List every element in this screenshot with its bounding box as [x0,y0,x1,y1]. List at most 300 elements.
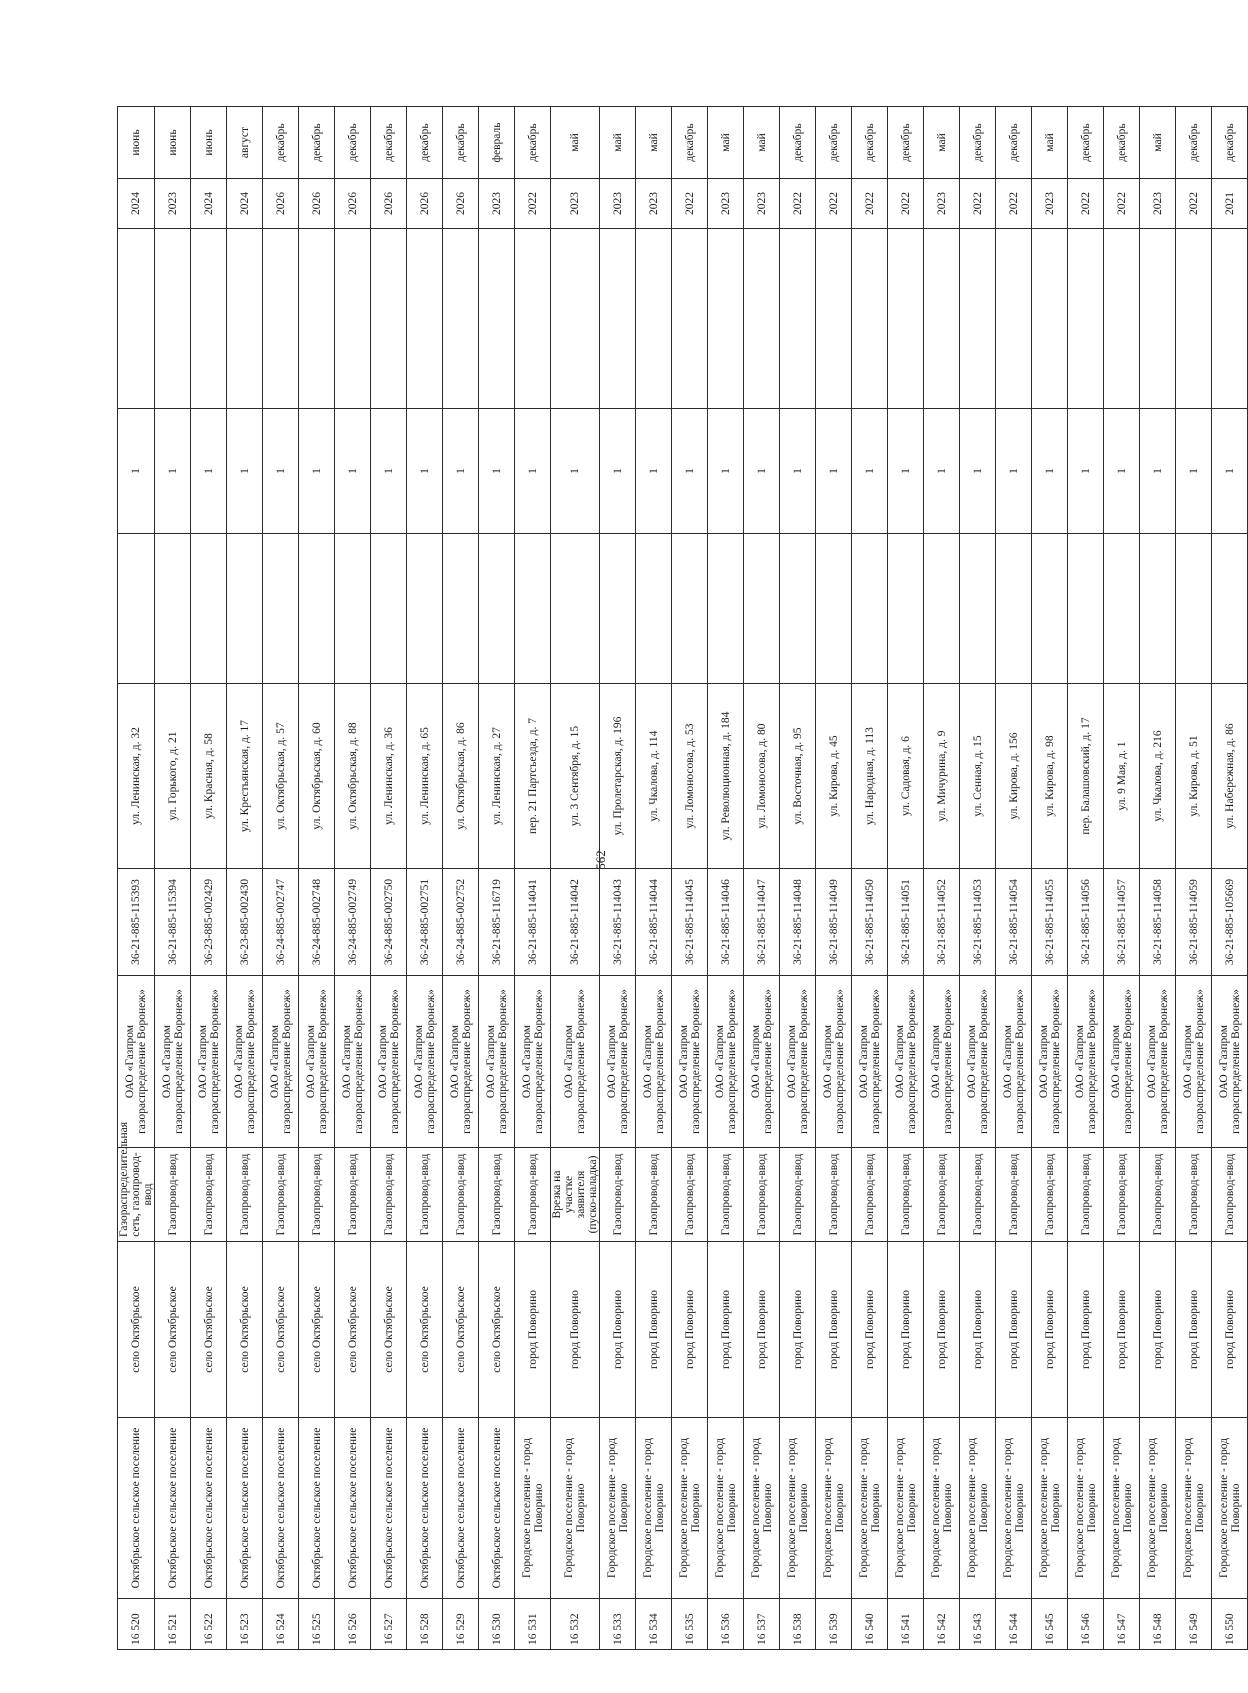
table-row [600,107,636,1650]
address-cell: ул. Восточная, д. 95 [780,684,816,869]
year-cell: 2022 [515,179,551,229]
locality-cell: город Поворино [1032,1242,1068,1418]
object-type-cell: Газопровод-ввод [996,1148,1032,1242]
object-type-cell: Газопровод-ввод [636,1148,672,1242]
table-row [672,107,708,1650]
quantity-cell: 1 [924,409,960,534]
quantity-cell: 1 [118,409,155,534]
month-cell: май [744,107,780,179]
empty-cell [852,534,888,684]
owner-cell: ОАО «Газпром газораспределение Воронеж» [816,976,852,1148]
locality-cell: город Поворино [1140,1242,1176,1418]
empty-cell [155,534,191,684]
empty-cell [227,229,263,409]
object-type-cell: Газопровод-ввод [263,1148,299,1242]
address-cell: ул. Ленинская, д. 32 [118,684,155,869]
year-cell: 2022 [888,179,924,229]
month-cell: декабрь [888,107,924,179]
object-type-cell: Газопровод-ввод [515,1148,551,1242]
owner-cell: ОАО «Газпром газораспределение Воронеж» [191,976,227,1148]
month-cell: декабрь [672,107,708,179]
table-row [1212,107,1248,1650]
locality-cell: село Октябрьское [371,1242,407,1418]
row-number-cell: 16 550 [1212,1599,1248,1650]
locality-cell: город Поворино [1176,1242,1212,1418]
year-cell: 2022 [1176,179,1212,229]
locality-cell: село Октябрьское [118,1242,155,1418]
year-cell: 2026 [335,179,371,229]
locality-cell: город Поворино [816,1242,852,1418]
object-code-cell: 36-21-885-114041 [515,869,551,976]
object-code-cell: 36-21-885-114052 [924,869,960,976]
table-row [263,107,299,1650]
municipality-cell: Городское поселение - город Поворино [852,1418,888,1599]
object-code-cell: 36-21-885-114059 [1176,869,1212,976]
empty-cell [960,229,996,409]
owner-cell: ОАО «Газпром газораспределение Воронеж» [227,976,263,1148]
empty-cell [118,229,155,409]
row-number-cell: 16 542 [924,1599,960,1650]
year-cell: 2026 [371,179,407,229]
object-code-cell: 36-21-885-114057 [1104,869,1140,976]
municipality-cell: Городское поселение - город Поворино [636,1418,672,1599]
owner-cell: ОАО «Газпром газораспределение Воронеж» [888,976,924,1148]
empty-cell [335,229,371,409]
empty-cell [443,534,479,684]
quantity-cell: 1 [1140,409,1176,534]
object-type-cell: Газопровод-ввод [600,1148,636,1242]
empty-cell [708,229,744,409]
locality-cell: город Поворино [1212,1242,1248,1418]
row-number-cell: 16 548 [1140,1599,1176,1650]
owner-cell: ОАО «Газпром газораспределение Воронеж» [1032,976,1068,1148]
row-number-cell: 16 527 [371,1599,407,1650]
quantity-cell: 1 [708,409,744,534]
month-cell: декабрь [1104,107,1140,179]
municipality-cell: Октябрьское сельское поселение [191,1418,227,1599]
row-number-cell: 16 530 [479,1599,515,1650]
address-cell: ул. Революционная, д. 184 [708,684,744,869]
address-cell: ул. Ленинская, д. 36 [371,684,407,869]
year-cell: 2026 [299,179,335,229]
table-row [515,107,551,1650]
object-code-cell: 36-24-885-002750 [371,869,407,976]
empty-cell [407,229,443,409]
locality-cell: город Поворино [708,1242,744,1418]
year-cell: 2022 [1068,179,1104,229]
object-code-cell: 36-21-885-114046 [708,869,744,976]
row-number-cell: 16 534 [636,1599,672,1650]
empty-cell [996,229,1032,409]
row-number-cell: 16 520 [118,1599,155,1650]
empty-cell [515,229,551,409]
quantity-cell: 1 [888,409,924,534]
object-code-cell: 36-21-885-114055 [1032,869,1068,976]
empty-cell [960,534,996,684]
empty-cell [744,229,780,409]
year-cell: 2022 [852,179,888,229]
owner-cell: ОАО «Газпром газораспределение Воронеж» [1212,976,1248,1148]
locality-cell: город Поворино [515,1242,551,1418]
locality-cell: село Октябрьское [263,1242,299,1418]
owner-cell: ОАО «Газпром газораспределение Воронеж» [551,976,600,1148]
month-cell: август [227,107,263,179]
object-type-cell: Газопровод-ввод [1068,1148,1104,1242]
empty-cell [1176,534,1212,684]
object-type-cell: Газопровод-ввод [780,1148,816,1242]
owner-cell: ОАО «Газпром газораспределение Воронеж» [672,976,708,1148]
row-number-cell: 16 545 [1032,1599,1068,1650]
municipality-cell: Октябрьское сельское поселение [335,1418,371,1599]
municipality-cell: Городское поселение - город Поворино [780,1418,816,1599]
object-type-cell: Газопровод-ввод [1212,1148,1248,1242]
table-row [407,107,443,1650]
year-cell: 2022 [996,179,1032,229]
year-cell: 2023 [1140,179,1176,229]
address-cell: ул. Ленинская, д. 27 [479,684,515,869]
address-cell: ул. Кирова, д. 45 [816,684,852,869]
row-number-cell: 16 529 [443,1599,479,1650]
object-type-cell: Врезка на участке заявителя (пуско-наладка) [551,1148,600,1242]
municipality-cell: Городское поселение - город Поворино [672,1418,708,1599]
municipality-cell: Городское поселение - город Поворино [996,1418,1032,1599]
month-cell: декабрь [407,107,443,179]
row-number-cell: 16 521 [155,1599,191,1650]
year-cell: 2023 [479,179,515,229]
municipality-cell: Городское поселение - город Поворино [708,1418,744,1599]
address-cell: ул. Октябрьская, д. 86 [443,684,479,869]
year-cell: 2024 [118,179,155,229]
address-cell: ул. Кирова, д. 156 [996,684,1032,869]
month-cell: май [924,107,960,179]
empty-cell [924,229,960,409]
table-row [636,107,672,1650]
empty-cell [816,534,852,684]
table-row [996,107,1032,1650]
row-number-cell: 16 549 [1176,1599,1212,1650]
empty-cell [407,534,443,684]
empty-cell [299,229,335,409]
object-code-cell: 36-21-885-114044 [636,869,672,976]
quantity-cell: 1 [636,409,672,534]
address-cell: ул. Садовая, д. 6 [888,684,924,869]
quantity-cell: 1 [744,409,780,534]
municipality-cell: Городское поселение - город Поворино [816,1418,852,1599]
row-number-cell: 16 540 [852,1599,888,1650]
year-cell: 2022 [816,179,852,229]
month-cell: май [551,107,600,179]
row-number-cell: 16 533 [600,1599,636,1650]
empty-cell [118,534,155,684]
address-cell: ул. Октябрьская, д. 57 [263,684,299,869]
empty-cell [816,229,852,409]
owner-cell: ОАО «Газпром газораспределение Воронеж» [780,976,816,1148]
month-cell: июнь [191,107,227,179]
address-cell: ул. Мичурина, д. 9 [924,684,960,869]
empty-cell [1104,229,1140,409]
table-row [1068,107,1104,1650]
quantity-cell: 1 [1212,409,1248,534]
row-number-cell: 16 531 [515,1599,551,1650]
owner-cell: ОАО «Газпром газораспределение Воронеж» [443,976,479,1148]
table-row [960,107,996,1650]
table-row [744,107,780,1650]
object-code-cell: 36-21-885-105669 [1212,869,1248,976]
year-cell: 2023 [600,179,636,229]
table-row [335,107,371,1650]
empty-cell [227,534,263,684]
municipality-cell: Октябрьское сельское поселение [443,1418,479,1599]
quantity-cell: 1 [551,409,600,534]
quantity-cell: 1 [227,409,263,534]
municipality-cell: Городское поселение - город Поворино [551,1418,600,1599]
quantity-cell: 1 [852,409,888,534]
object-code-cell: 36-21-885-116719 [479,869,515,976]
address-cell: ул. Сенная, д. 15 [960,684,996,869]
row-number-cell: 16 524 [263,1599,299,1650]
quantity-cell: 1 [479,409,515,534]
municipality-cell: Октябрьское сельское поселение [479,1418,515,1599]
locality-cell: село Октябрьское [443,1242,479,1418]
address-cell: ул. Ломоносова, д. 80 [744,684,780,869]
object-code-cell: 36-24-885-002751 [407,869,443,976]
owner-cell: ОАО «Газпром газораспределение Воронеж» [744,976,780,1148]
locality-cell: город Поворино [852,1242,888,1418]
owner-cell: ОАО «Газпром газораспределение Воронеж» [1068,976,1104,1148]
locality-cell: город Поворино [1104,1242,1140,1418]
quantity-cell: 1 [515,409,551,534]
object-code-cell: 36-21-885-115393 [118,869,155,976]
table-row [1032,107,1068,1650]
object-type-cell: Газопровод-ввод [672,1148,708,1242]
row-number-cell: 16 523 [227,1599,263,1650]
empty-cell [888,534,924,684]
empty-cell [479,534,515,684]
address-cell: ул. Набережная, д. 86 [1212,684,1248,869]
municipality-cell: Октябрьское сельское поселение [118,1418,155,1599]
object-code-cell: 36-21-885-114056 [1068,869,1104,976]
quantity-cell: 1 [1176,409,1212,534]
locality-cell: город Поворино [780,1242,816,1418]
object-code-cell: 36-21-885-114047 [744,869,780,976]
locality-cell: город Поворино [1068,1242,1104,1418]
empty-cell [371,534,407,684]
object-code-cell: 36-21-885-114050 [852,869,888,976]
municipality-cell: Городское поселение - город Поворино [924,1418,960,1599]
owner-cell: ОАО «Газпром газораспределение Воронеж» [636,976,672,1148]
quantity-cell: 1 [1104,409,1140,534]
quantity-cell: 1 [407,409,443,534]
owner-cell: ОАО «Газпром газораспределение Воронеж» [479,976,515,1148]
locality-cell: село Октябрьское [155,1242,191,1418]
locality-cell: город Поворино [636,1242,672,1418]
empty-cell [443,229,479,409]
month-cell: май [1140,107,1176,179]
row-number-cell: 16 532 [551,1599,600,1650]
table-row [371,107,407,1650]
quantity-cell: 1 [263,409,299,534]
month-cell: декабрь [1176,107,1212,179]
empty-cell [672,229,708,409]
object-code-cell: 36-21-885-114043 [600,869,636,976]
owner-cell: ОАО «Газпром газораспределение Воронеж» [960,976,996,1148]
month-cell: декабрь [816,107,852,179]
empty-cell [600,229,636,409]
municipality-cell: Городское поселение - город Поворино [1104,1418,1140,1599]
object-code-cell: 36-21-885-114051 [888,869,924,976]
month-cell: июнь [118,107,155,179]
month-cell: декабрь [1068,107,1104,179]
owner-cell: ОАО «Газпром газораспределение Воронеж» [407,976,443,1148]
table-body [118,107,1248,1650]
address-cell: пер. Балашовский, д. 17 [1068,684,1104,869]
municipality-cell: Городское поселение - город Поворино [1140,1418,1176,1599]
empty-cell [1212,534,1248,684]
empty-cell [672,534,708,684]
quantity-cell: 1 [155,409,191,534]
quantity-cell: 1 [816,409,852,534]
table-row [1104,107,1140,1650]
row-number-cell: 16 535 [672,1599,708,1650]
empty-cell [551,229,600,409]
year-cell: 2023 [636,179,672,229]
object-code-cell: 36-21-885-114045 [672,869,708,976]
row-number-cell: 16 525 [299,1599,335,1650]
object-code-cell: 36-21-885-115394 [155,869,191,976]
row-number-cell: 16 541 [888,1599,924,1650]
address-cell: ул. Горького, д. 21 [155,684,191,869]
table-row [155,107,191,1650]
table-row [227,107,263,1650]
address-cell: ул. Кирова, д. 51 [1176,684,1212,869]
month-cell: май [708,107,744,179]
address-cell: ул. Чкалова, д. 216 [1140,684,1176,869]
row-number-cell: 16 539 [816,1599,852,1650]
owner-cell: ОАО «Газпром газораспределение Воронеж» [600,976,636,1148]
quantity-cell: 1 [960,409,996,534]
object-type-cell: Газопровод-ввод [744,1148,780,1242]
owner-cell: ОАО «Газпром газораспределение Воронеж» [708,976,744,1148]
municipality-cell: Городское поселение - город Поворино [1068,1418,1104,1599]
owner-cell: ОАО «Газпром газораспределение Воронеж» [1176,976,1212,1148]
year-cell: 2023 [155,179,191,229]
address-cell: ул. Кирова, д. 98 [1032,684,1068,869]
empty-cell [996,534,1032,684]
locality-cell: город Поворино [744,1242,780,1418]
object-code-cell: 36-21-885-114054 [996,869,1032,976]
month-cell: февраль [479,107,515,179]
address-cell: пер. 21 Партсъезда, д. 7 [515,684,551,869]
object-code-cell: 36-23-885-002430 [227,869,263,976]
year-cell: 2026 [263,179,299,229]
row-number-cell: 16 547 [1104,1599,1140,1650]
row-number-cell: 16 543 [960,1599,996,1650]
object-type-cell: Газопровод-ввод [888,1148,924,1242]
address-cell: ул. Октябрьская, д. 88 [335,684,371,869]
object-type-cell: Газопровод-ввод [924,1148,960,1242]
locality-cell: село Октябрьское [335,1242,371,1418]
address-cell: ул. Чкалова, д. 114 [636,684,672,869]
row-number-cell: 16 537 [744,1599,780,1650]
empty-cell [1140,534,1176,684]
address-cell: ул. 9 Мая, д. 1 [1104,684,1140,869]
year-cell: 2023 [708,179,744,229]
municipality-cell: Октябрьское сельское поселение [155,1418,191,1599]
empty-cell [515,534,551,684]
owner-cell: ОАО «Газпром газораспределение Воронеж» [118,976,155,1148]
month-cell: декабрь [996,107,1032,179]
quantity-cell: 1 [600,409,636,534]
empty-cell [636,229,672,409]
object-type-cell: Газопровод-ввод [155,1148,191,1242]
rotated-page [117,107,1242,1650]
year-cell: 2023 [924,179,960,229]
page-number: 562 [593,850,608,870]
year-cell: 2023 [551,179,600,229]
table-row [1176,107,1212,1650]
table-row [118,107,155,1650]
table-row [708,107,744,1650]
table-row [299,107,335,1650]
table-row [852,107,888,1650]
table-row [780,107,816,1650]
object-code-cell: 36-21-885-114049 [816,869,852,976]
year-cell: 2024 [227,179,263,229]
month-cell: декабрь [960,107,996,179]
owner-cell: ОАО «Газпром газораспределение Воронеж» [515,976,551,1148]
object-type-cell: Газопровод-ввод [1176,1148,1212,1242]
municipality-cell: Городское поселение - город Поворино [888,1418,924,1599]
year-cell: 2022 [672,179,708,229]
object-type-cell: Газопровод-ввод [299,1148,335,1242]
empty-cell [1032,229,1068,409]
year-cell: 2023 [1032,179,1068,229]
locality-cell: село Октябрьское [299,1242,335,1418]
address-cell: ул. Красная, д. 58 [191,684,227,869]
table-row [191,107,227,1650]
object-code-cell: 36-24-885-002748 [299,869,335,976]
empty-cell [299,534,335,684]
row-number-cell: 16 526 [335,1599,371,1650]
month-cell: декабрь [263,107,299,179]
empty-cell [744,534,780,684]
object-code-cell: 36-21-885-114053 [960,869,996,976]
locality-cell: город Поворино [960,1242,996,1418]
quantity-cell: 1 [780,409,816,534]
object-type-cell: Газопровод-ввод [1104,1148,1140,1242]
municipality-cell: Городское поселение - город Поворино [1212,1418,1248,1599]
empty-cell [479,229,515,409]
locality-cell: город Поворино [888,1242,924,1418]
empty-cell [1140,229,1176,409]
owner-cell: ОАО «Газпром газораспределение Воронеж» [335,976,371,1148]
row-number-cell: 16 528 [407,1599,443,1650]
year-cell: 2023 [744,179,780,229]
municipality-cell: Городское поселение - город Поворино [515,1418,551,1599]
locality-cell: село Октябрьское [191,1242,227,1418]
year-cell: 2026 [443,179,479,229]
quantity-cell: 1 [1032,409,1068,534]
object-type-cell: Газопровод-ввод [371,1148,407,1242]
municipality-cell: Городское поселение - город Поворино [1032,1418,1068,1599]
year-cell: 2024 [191,179,227,229]
object-type-cell: Газопровод-ввод [1032,1148,1068,1242]
table-row [551,107,600,1650]
locality-cell: город Поворино [672,1242,708,1418]
address-cell: ул. Ленинская, д. 65 [407,684,443,869]
locality-cell: город Поворино [996,1242,1032,1418]
empty-cell [888,229,924,409]
